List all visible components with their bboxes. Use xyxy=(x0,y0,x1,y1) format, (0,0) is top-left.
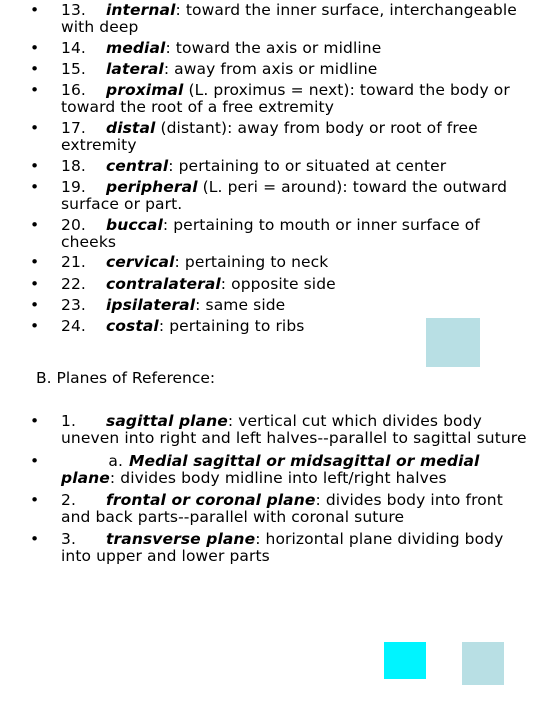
term: internal xyxy=(106,1,176,19)
bullet: • xyxy=(30,118,40,137)
definition: : vertical cut which divides body uneven into right and left halves--parallel to sagittal suture xyxy=(61,412,527,447)
planes-of-reference-list xyxy=(0,413,540,570)
list-item xyxy=(0,276,540,293)
bullet: • xyxy=(30,295,40,314)
item-number: 14. xyxy=(61,38,86,57)
bullet: • xyxy=(30,1,40,19)
term: buccal xyxy=(106,215,163,234)
term: ipsilateral xyxy=(106,295,196,314)
term: frontal or coronal plane xyxy=(106,490,316,509)
item-number: 15. xyxy=(61,59,86,78)
definition: (distant): away from body or root of free extremity xyxy=(61,118,478,154)
definition: : pertaining to mouth or inner surface of cheeks xyxy=(61,215,480,251)
list-item xyxy=(0,254,540,271)
term: costal xyxy=(106,317,159,336)
bullet: • xyxy=(30,317,40,336)
bullet: • xyxy=(30,156,40,175)
list-item xyxy=(0,413,540,447)
list-item xyxy=(0,179,540,213)
list-item xyxy=(0,531,540,565)
term: cervical xyxy=(106,253,175,272)
bullet: • xyxy=(30,529,40,548)
definition: : divides body into front and back parts--parallel with coronal suture xyxy=(61,490,503,526)
term: transverse plane xyxy=(106,529,256,548)
term: medial xyxy=(106,38,166,57)
item-number: 21. xyxy=(61,253,86,272)
item-number: 20. xyxy=(61,215,86,234)
anatomical-terms-list xyxy=(0,2,540,340)
term: distal xyxy=(106,118,156,137)
definition: : opposite side xyxy=(220,274,336,293)
term: proximal xyxy=(106,81,184,100)
definition: : pertaining to or situated at center xyxy=(168,156,447,175)
definition: : pertaining to ribs xyxy=(158,317,305,336)
bullet: • xyxy=(30,59,40,78)
list-item xyxy=(0,453,540,487)
bullet: • xyxy=(30,490,40,509)
item-number: a. xyxy=(108,451,123,470)
item-number: 1. xyxy=(61,412,76,430)
list-item xyxy=(0,217,540,251)
list-item xyxy=(0,61,540,78)
section-heading-planes: B. Planes of Reference: xyxy=(36,369,216,387)
bullet: • xyxy=(30,215,40,234)
list-item xyxy=(0,120,540,154)
light-blue-square xyxy=(462,642,504,685)
term: sagittal plane xyxy=(106,412,228,430)
list-item xyxy=(0,2,540,36)
item-number: 13. xyxy=(61,1,86,19)
list-item xyxy=(0,297,540,314)
term: peripheral xyxy=(106,177,198,196)
term: central xyxy=(106,156,169,175)
definition: (L. peri = around): toward the outward surface or part. xyxy=(61,177,508,213)
definition: : divides body midline into left/right halves xyxy=(109,468,447,487)
definition: : pertaining to neck xyxy=(174,253,329,272)
item-number: 3. xyxy=(61,529,76,548)
term: contralateral xyxy=(106,274,221,293)
bullet: • xyxy=(30,253,40,272)
bullet: • xyxy=(30,81,40,100)
item-number: 17. xyxy=(61,118,86,137)
item-number: 24. xyxy=(61,317,86,336)
item-number: 23. xyxy=(61,295,86,314)
item-number: 19. xyxy=(61,177,86,196)
definition: : toward the inner surface, interchangeable with deep xyxy=(61,1,517,36)
definition: : toward the axis or midline xyxy=(165,38,382,57)
term: lateral xyxy=(106,59,164,78)
item-number: 18. xyxy=(61,156,86,175)
bullet: • xyxy=(30,451,40,470)
item-number: 22. xyxy=(61,274,86,293)
definition: : same side xyxy=(195,295,286,314)
cyan-square xyxy=(384,642,426,679)
list-item xyxy=(0,82,540,116)
term: Medial sagittal or midsagittal or medial plane xyxy=(61,451,480,487)
bullet: • xyxy=(30,412,40,430)
list-item xyxy=(0,492,540,526)
item-number: 2. xyxy=(61,490,76,509)
item-number: 16. xyxy=(61,81,86,100)
definition: (L. proximus = next): toward the body or toward the root of a free extremity xyxy=(61,81,510,117)
bullet: • xyxy=(30,274,40,293)
light-blue-square xyxy=(426,318,480,367)
bullet: • xyxy=(30,38,40,57)
definition: : horizontal plane dividing body into upper and lower parts xyxy=(61,529,504,565)
list-item xyxy=(0,40,540,57)
list-item xyxy=(0,158,540,175)
definition: : away from axis or midline xyxy=(163,59,378,78)
bullet: • xyxy=(30,177,40,196)
